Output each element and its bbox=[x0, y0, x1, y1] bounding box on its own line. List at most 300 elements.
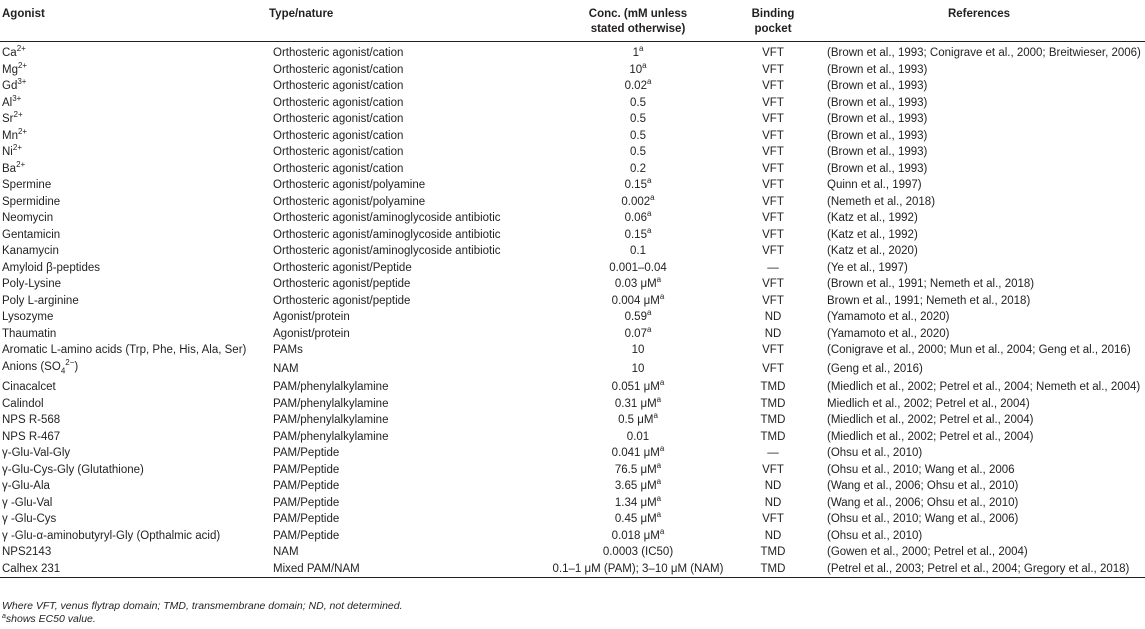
agonist-name: γ -Glu-Val bbox=[2, 496, 53, 509]
conc-value: 0.002 bbox=[621, 195, 651, 208]
cell-conc bbox=[543, 544, 733, 561]
cell-agonist bbox=[0, 227, 267, 244]
cell-type: Orthosteric agonist/Peptide bbox=[273, 261, 412, 274]
cell-binding-pocket: TMD bbox=[760, 546, 786, 559]
conc-value: 0.07 bbox=[624, 327, 647, 340]
table-row bbox=[0, 111, 1145, 128]
cell-type: PAM/phenylalkylamine bbox=[273, 381, 389, 394]
conc-value: 0.041 μM bbox=[611, 447, 660, 460]
cell-binding-pocket: TMD bbox=[733, 561, 813, 578]
table-row bbox=[0, 62, 1145, 79]
cell-agonist bbox=[0, 62, 267, 79]
cell-binding-pocket: TMD bbox=[760, 397, 786, 410]
cell-conc bbox=[543, 111, 733, 128]
conc-marker: a bbox=[659, 379, 665, 388]
cell-binding-pocket: VFT bbox=[762, 47, 784, 59]
cell-references: (Ohsu et al., 2010; Wang et al., 2006) bbox=[827, 513, 1019, 526]
conc-value: 0.0003 (IC50) bbox=[602, 546, 674, 559]
agonist-name: Mg bbox=[2, 63, 18, 76]
cell-references: Brown et al., 1991; Nemeth et al., 2018) bbox=[827, 294, 1031, 307]
cell-references: (Miedlich et al., 2002; Petrel et al., 2004) bbox=[827, 414, 1034, 427]
header-conc bbox=[543, 0, 733, 42]
cell-binding-pocket: VFT bbox=[762, 195, 784, 208]
cell-agonist bbox=[0, 359, 267, 380]
table-row bbox=[0, 95, 1145, 112]
agonist-superscript: 2+ bbox=[13, 111, 23, 119]
header-agonist: Agonist bbox=[0, 0, 267, 42]
cell-conc bbox=[543, 326, 733, 343]
table-row bbox=[0, 42, 1145, 62]
cell-references: (Brown et al., 1993) bbox=[827, 129, 928, 142]
table-row bbox=[0, 128, 1145, 145]
cell-conc bbox=[543, 379, 733, 396]
cell-conc bbox=[543, 293, 733, 310]
cell-agonist bbox=[0, 95, 267, 112]
conc-value: 0.051 μM bbox=[611, 381, 660, 394]
cell-references: (Wang et al., 2006; Ohsu et al., 2010) bbox=[827, 496, 1019, 509]
cell-references: (Ye et al., 1997) bbox=[827, 261, 908, 274]
agonist-name: γ -Glu-Cys bbox=[2, 513, 57, 526]
cell-references: (Brown et al., 1993) bbox=[827, 63, 928, 76]
cell-conc bbox=[543, 445, 733, 462]
cell-references: (Miedlich et al., 2002; Petrel et al., 2004) bbox=[827, 430, 1034, 443]
cell-conc bbox=[543, 243, 733, 260]
cell-references: (Brown et al., 1993) bbox=[827, 96, 928, 109]
conc-value: 0.1 bbox=[630, 245, 646, 257]
cell-type: Agonist/protein bbox=[273, 311, 350, 323]
conc-marker: a bbox=[656, 395, 662, 404]
table-row bbox=[0, 260, 1145, 277]
cell-agonist bbox=[0, 194, 267, 211]
cell-conc bbox=[543, 478, 733, 495]
table-header-row bbox=[0, 0, 1145, 42]
cell-agonist bbox=[0, 478, 267, 495]
cell-conc bbox=[543, 528, 733, 545]
cell-references: (Geng et al., 2016) bbox=[827, 362, 923, 375]
conc-value: 0.45 μM bbox=[614, 513, 657, 526]
conc-marker: a bbox=[656, 276, 662, 284]
cell-binding-pocket: VFT bbox=[762, 80, 784, 92]
conc-marker: a bbox=[656, 511, 662, 520]
cell-binding-pocket: VFT bbox=[762, 179, 784, 191]
cell-binding-pocket: VFT bbox=[762, 278, 784, 290]
agonist-name: γ-Glu-Ala bbox=[2, 480, 50, 493]
cell-type: Orthosteric agonist/cation bbox=[273, 129, 404, 142]
cell-type: Orthosteric agonist/aminoglycoside antibiotic bbox=[273, 228, 501, 241]
cell-agonist bbox=[0, 210, 267, 227]
conc-value: 0.5 μM bbox=[618, 414, 654, 427]
cell-agonist bbox=[0, 462, 267, 479]
footnote-ec50 bbox=[2, 613, 403, 626]
conc-value: 10 bbox=[631, 344, 645, 356]
cell-type: PAM/Peptide bbox=[273, 496, 340, 509]
cell-conc bbox=[543, 144, 733, 161]
table-row bbox=[0, 511, 1145, 528]
cell-references: (Miedlich et al., 2002; Petrel et al., 2004; Nemeth et al., 2004) bbox=[827, 381, 1141, 394]
conc-value: 0.01 bbox=[626, 430, 650, 443]
cell-agonist bbox=[0, 495, 267, 512]
cell-agonist bbox=[0, 111, 267, 128]
cell-agonist bbox=[0, 309, 267, 326]
conc-marker: a bbox=[659, 527, 665, 536]
cell-binding-pocket: VFT bbox=[762, 362, 784, 375]
cell-agonist bbox=[0, 276, 267, 293]
conc-marker: a bbox=[646, 325, 652, 334]
conc-value: 0.06 bbox=[624, 212, 647, 224]
cell-agonist bbox=[0, 342, 267, 359]
cell-binding-pocket: VFT bbox=[762, 129, 784, 142]
agonist-name: NPS2143 bbox=[2, 546, 52, 559]
cell-type: PAM/Peptide bbox=[273, 447, 340, 460]
table-row bbox=[0, 528, 1145, 545]
conc-value: 0.1–1 μM (PAM); 3–10 μM (NAM) bbox=[552, 562, 724, 575]
table-row bbox=[0, 78, 1145, 95]
cell-conc bbox=[543, 561, 733, 578]
cell-references: (Yamamoto et al., 2020) bbox=[827, 311, 950, 323]
conc-marker: a bbox=[638, 44, 644, 53]
cell-conc bbox=[543, 210, 733, 227]
cell-conc bbox=[543, 309, 733, 326]
cell-agonist bbox=[0, 78, 267, 95]
table-row bbox=[0, 194, 1145, 211]
header-conc-line2: stated otherwise) bbox=[590, 23, 686, 35]
agonist-superscript: 2+ bbox=[17, 61, 28, 70]
conc-value: 1.34 μM bbox=[614, 496, 657, 509]
cell-binding-pocket: VFT bbox=[762, 113, 784, 125]
conc-value: 1 bbox=[632, 47, 639, 59]
agonist-name: NPS R-568 bbox=[2, 414, 61, 427]
cell-conc bbox=[543, 342, 733, 359]
agonist-name: NPS R-467 bbox=[2, 430, 61, 443]
cell-type: PAMs bbox=[273, 344, 303, 356]
conc-marker: a bbox=[653, 412, 658, 421]
footnote-ec50-text: shows EC50 value. bbox=[5, 613, 96, 625]
agonist-name: Ca bbox=[2, 47, 17, 59]
conc-value: 0.004 μM bbox=[611, 294, 660, 307]
cell-type: PAM/Peptide bbox=[273, 529, 340, 542]
agonist-superscript: 2+ bbox=[16, 160, 26, 169]
conc-value: 10 bbox=[631, 362, 645, 375]
cell-conc bbox=[543, 78, 733, 95]
header-pocket: Binding pocket bbox=[733, 0, 813, 42]
cell-type: NAM bbox=[273, 546, 299, 559]
table-row bbox=[0, 478, 1145, 495]
cell-agonist bbox=[0, 177, 267, 194]
header-references: References bbox=[813, 0, 1145, 42]
cell-agonist bbox=[0, 379, 267, 396]
cell-type: NAM bbox=[273, 362, 299, 375]
agonist-name: Neomycin bbox=[2, 212, 54, 224]
header-conc-line1: Conc. (mM unless bbox=[588, 8, 688, 20]
cell-conc bbox=[543, 128, 733, 145]
agonist-name: Poly-Lysine bbox=[2, 278, 62, 290]
cell-binding-pocket: VFT bbox=[762, 96, 784, 109]
cell-binding-pocket: VFT bbox=[762, 344, 784, 356]
conc-value: 0.5 bbox=[630, 146, 646, 158]
agonist-name: Spermine bbox=[2, 179, 52, 191]
cell-references: (Brown et al., 1993) bbox=[827, 146, 928, 158]
cell-type: PAM/Peptide bbox=[273, 463, 340, 476]
table-row bbox=[0, 144, 1145, 161]
cell-type: Orthosteric agonist/cation bbox=[273, 162, 404, 175]
conc-value: 0.31 μM bbox=[614, 397, 657, 410]
cell-type: Orthosteric agonist/cation bbox=[273, 80, 404, 92]
cell-agonist bbox=[0, 260, 267, 277]
agonist-name: Gentamicin bbox=[2, 228, 61, 241]
cell-references: (Yamamoto et al., 2020) bbox=[827, 327, 950, 340]
cell-references: (Brown et al., 1993) bbox=[827, 162, 928, 175]
cell-agonist bbox=[0, 326, 267, 343]
cell-type: Orthosteric agonist/aminoglycoside antibiotic bbox=[273, 245, 501, 257]
cell-binding-pocket: TMD bbox=[760, 381, 786, 394]
cell-conc bbox=[543, 429, 733, 446]
conc-marker: a bbox=[659, 445, 665, 454]
conc-value: 0.59 bbox=[624, 311, 647, 323]
cell-conc bbox=[543, 227, 733, 244]
cell-conc bbox=[543, 194, 733, 211]
cell-binding-pocket: TMD bbox=[760, 414, 786, 427]
cell-binding-pocket: ND bbox=[764, 496, 782, 509]
cell-type: Orthosteric agonist/polyamine bbox=[273, 179, 426, 191]
agonist-superscript: 2+ bbox=[12, 144, 22, 152]
conc-value: 0.02 bbox=[624, 80, 647, 92]
cell-agonist bbox=[0, 144, 267, 161]
agonist-name: Mn bbox=[2, 129, 18, 142]
agonist-name: Gd bbox=[2, 80, 18, 92]
cell-references: (Brown et al., 1991; Nemeth et al., 2018) bbox=[827, 278, 1035, 290]
cell-type: Orthosteric agonist/polyamine bbox=[273, 195, 426, 208]
agonist-superscript: 3+ bbox=[17, 78, 27, 86]
cell-references: Miedlich et al., 2002; Petrel et al., 2004) bbox=[827, 397, 1030, 410]
cell-references: (Wang et al., 2006; Ohsu et al., 2010) bbox=[827, 480, 1019, 493]
cell-references: (Ohsu et al., 2010) bbox=[827, 529, 923, 542]
agonist-name: Calindol bbox=[2, 397, 44, 410]
cell-agonist bbox=[0, 429, 267, 446]
cell-agonist bbox=[0, 161, 267, 178]
agonist-superscript: 3+ bbox=[12, 94, 22, 103]
conc-value: 0.5 bbox=[630, 113, 646, 125]
conc-marker: a bbox=[650, 193, 655, 202]
conc-value: 0.2 bbox=[630, 162, 646, 175]
conc-value: 0.15 bbox=[624, 228, 647, 241]
footnote-ec50-marker: a bbox=[2, 613, 6, 620]
cell-references: (Ohsu et al., 2010; Wang et al., 2006 bbox=[827, 463, 1015, 476]
conc-value: 0.018 μM bbox=[611, 529, 660, 542]
table-row bbox=[0, 326, 1145, 343]
conc-marker: a bbox=[642, 61, 647, 70]
cell-agonist bbox=[0, 561, 267, 578]
cell-references: (Gowen et al., 2000; Petrel et al., 2004) bbox=[827, 546, 1028, 559]
agonist-superscript: 2+ bbox=[16, 44, 26, 53]
cell-conc bbox=[543, 42, 733, 62]
table-row bbox=[0, 243, 1145, 260]
cell-type: Agonist/protein bbox=[273, 327, 350, 340]
table-row bbox=[0, 210, 1145, 227]
cell-references: (Brown et al., 1993) bbox=[827, 113, 928, 125]
cell-references: Quinn et al., 1997) bbox=[827, 179, 922, 191]
table-body bbox=[0, 42, 1145, 578]
table-row bbox=[0, 276, 1145, 293]
cell-agonist bbox=[0, 243, 267, 260]
cell-conc bbox=[543, 161, 733, 178]
table-row bbox=[0, 342, 1145, 359]
cell-references: (Nemeth et al., 2018) bbox=[827, 195, 936, 208]
table-row bbox=[0, 412, 1145, 429]
cell-references: (Brown et al., 1993) bbox=[827, 80, 928, 92]
cell-conc bbox=[543, 462, 733, 479]
agonist-name: Poly L-arginine bbox=[2, 294, 79, 307]
cell-binding-pocket: VFT bbox=[762, 463, 784, 476]
cell-conc bbox=[543, 260, 733, 277]
agonist-name: Lysozyme bbox=[2, 311, 54, 323]
cell-conc bbox=[543, 359, 733, 380]
cell-binding-pocket: VFT bbox=[762, 228, 784, 241]
agonist-name: Thaumatin bbox=[2, 327, 57, 340]
agonist-name: Anions (SO bbox=[2, 360, 61, 373]
agonist-name: Calhex 231 bbox=[2, 562, 61, 575]
conc-value: 3.65 μM bbox=[614, 480, 657, 493]
agonist-tail: ) bbox=[74, 360, 79, 373]
conc-marker: a bbox=[646, 78, 652, 86]
cell-binding-pocket: ND bbox=[764, 480, 782, 493]
cell-type: PAM/phenylalkylamine bbox=[273, 430, 389, 443]
cell-conc bbox=[543, 511, 733, 528]
conc-value: 10 bbox=[629, 63, 643, 76]
conc-value: 0.001–0.04 bbox=[609, 261, 667, 274]
conc-marker: a bbox=[646, 177, 652, 185]
table-row bbox=[0, 561, 1145, 578]
conc-marker: a bbox=[656, 461, 662, 470]
agonist-name: Spermidine bbox=[2, 195, 61, 208]
agonist-name: Ba bbox=[2, 162, 17, 175]
table-row bbox=[0, 396, 1145, 413]
conc-value: 0.03 μM bbox=[614, 278, 657, 290]
cell-conc bbox=[543, 412, 733, 429]
agonist-name: Al bbox=[2, 96, 13, 109]
conc-marker: a bbox=[656, 478, 662, 487]
agonist-superscript: 2− bbox=[65, 358, 75, 367]
cell-type: PAM/Peptide bbox=[273, 480, 340, 493]
cell-references: (Katz et al., 1992) bbox=[827, 228, 918, 241]
agonist-name: Cinacalcet bbox=[2, 381, 56, 394]
agonist-name: γ-Glu-Cys-Gly (Glutathione) bbox=[2, 463, 144, 476]
cell-references: (Ohsu et al., 2010) bbox=[827, 447, 923, 460]
cell-binding-pocket: ND bbox=[764, 529, 782, 542]
cell-binding-pocket: VFT bbox=[762, 212, 784, 224]
cell-references: (Katz et al., 2020) bbox=[827, 245, 918, 257]
cell-type: Orthosteric agonist/peptide bbox=[273, 278, 411, 290]
cell-type: Orthosteric agonist/cation bbox=[273, 113, 404, 125]
cell-references: (Conigrave et al., 2000; Mun et al., 2004; Geng et al., 2016) bbox=[827, 344, 1131, 356]
cell-type: PAM/phenylalkylamine bbox=[273, 414, 389, 427]
table-row bbox=[0, 429, 1145, 446]
cell-binding-pocket: VFT bbox=[762, 245, 784, 257]
conc-marker: a bbox=[646, 309, 652, 317]
cell-type: PAM/phenylalkylamine bbox=[273, 397, 389, 410]
conc-marker: a bbox=[656, 494, 662, 503]
cell-type: PAM/Peptide bbox=[273, 513, 340, 526]
cell-agonist bbox=[0, 544, 267, 561]
table-row bbox=[0, 359, 1145, 380]
cell-agonist bbox=[0, 445, 267, 462]
conc-value: 0.15 bbox=[624, 179, 647, 191]
table-row bbox=[0, 379, 1145, 396]
cell-references: (Brown et al., 1993; Conigrave et al., 2000; Breitwieser, 2006) bbox=[827, 47, 1141, 59]
table-row bbox=[0, 177, 1145, 194]
cell-references: (Petrel et al., 2003; Petrel et al., 2004; Gregory et al., 2018) bbox=[813, 561, 1145, 578]
cell-conc bbox=[543, 62, 733, 79]
agonist-name: Amyloid β-peptides bbox=[2, 261, 101, 274]
cell-binding-pocket: ND bbox=[764, 327, 782, 340]
cell-binding-pocket: VFT bbox=[762, 63, 784, 76]
table-row bbox=[0, 161, 1145, 178]
cell-conc bbox=[543, 495, 733, 512]
cell-binding-pocket: — bbox=[767, 261, 779, 274]
cell-conc bbox=[543, 177, 733, 194]
cell-type: Orthosteric agonist/cation bbox=[273, 146, 404, 158]
table-row bbox=[0, 309, 1145, 326]
agonist-name: Kanamycin bbox=[2, 245, 59, 257]
cell-agonist bbox=[0, 528, 267, 545]
conc-value: 0.5 bbox=[630, 96, 646, 109]
conc-value: 0.5 bbox=[630, 129, 646, 142]
cell-binding-pocket: VFT bbox=[762, 162, 784, 175]
cell-agonist bbox=[0, 511, 267, 528]
cell-agonist bbox=[0, 42, 267, 62]
cell-binding-pocket: VFT bbox=[762, 513, 784, 526]
cell-agonist bbox=[0, 293, 267, 310]
cell-type: Orthosteric agonist/peptide bbox=[273, 294, 411, 307]
cell-binding-pocket: — bbox=[767, 447, 779, 460]
cell-agonist bbox=[0, 412, 267, 429]
cell-type: Orthosteric agonist/cation bbox=[273, 96, 404, 109]
table-row bbox=[0, 293, 1145, 310]
cell-binding-pocket: VFT bbox=[762, 294, 784, 307]
cell-conc bbox=[543, 396, 733, 413]
footnote-abbreviations: Where VFT, venus flytrap domain; TMD, transmembrane domain; ND, not determined. bbox=[2, 600, 403, 612]
cell-binding-pocket: TMD bbox=[760, 430, 786, 443]
table-row bbox=[0, 462, 1145, 479]
cell-agonist bbox=[0, 396, 267, 413]
cell-binding-pocket: ND bbox=[764, 311, 782, 323]
conc-marker: a bbox=[659, 292, 665, 301]
table-row bbox=[0, 227, 1145, 244]
cell-type: Orthosteric agonist/aminoglycoside antibiotic bbox=[273, 212, 501, 224]
cell-type: Orthosteric agonist/cation bbox=[273, 63, 404, 76]
agonist-name: γ -Glu-α-aminobutyryl-Gly (Opthalmic acid) bbox=[2, 529, 221, 542]
agonist-superscript: 2+ bbox=[17, 127, 28, 136]
cell-references: (Katz et al., 1992) bbox=[827, 212, 918, 224]
conc-value: 76.5 μM bbox=[614, 463, 657, 476]
cell-type: Mixed PAM/NAM bbox=[267, 561, 543, 578]
conc-marker: a bbox=[646, 210, 652, 218]
cell-binding-pocket: VFT bbox=[762, 146, 784, 158]
cell-conc bbox=[543, 276, 733, 293]
conc-marker: a bbox=[646, 226, 652, 235]
agonist-name: Aromatic L-amino acids (Trp, Phe, His, Ala, Ser) bbox=[2, 344, 247, 356]
cell-conc bbox=[543, 95, 733, 112]
agonist-name: Ni bbox=[2, 146, 13, 158]
table-footnotes bbox=[2, 600, 403, 626]
cell-agonist bbox=[0, 128, 267, 145]
agonist-name: Sr bbox=[2, 113, 14, 125]
agonist-name: γ-Glu-Val-Gly bbox=[2, 447, 71, 460]
agonist-subscript: 4 bbox=[60, 365, 66, 375]
table-row bbox=[0, 445, 1145, 462]
table-row bbox=[0, 495, 1145, 512]
cell-type: Orthosteric agonist/cation bbox=[273, 47, 404, 59]
header-type: Type/nature bbox=[267, 0, 543, 42]
